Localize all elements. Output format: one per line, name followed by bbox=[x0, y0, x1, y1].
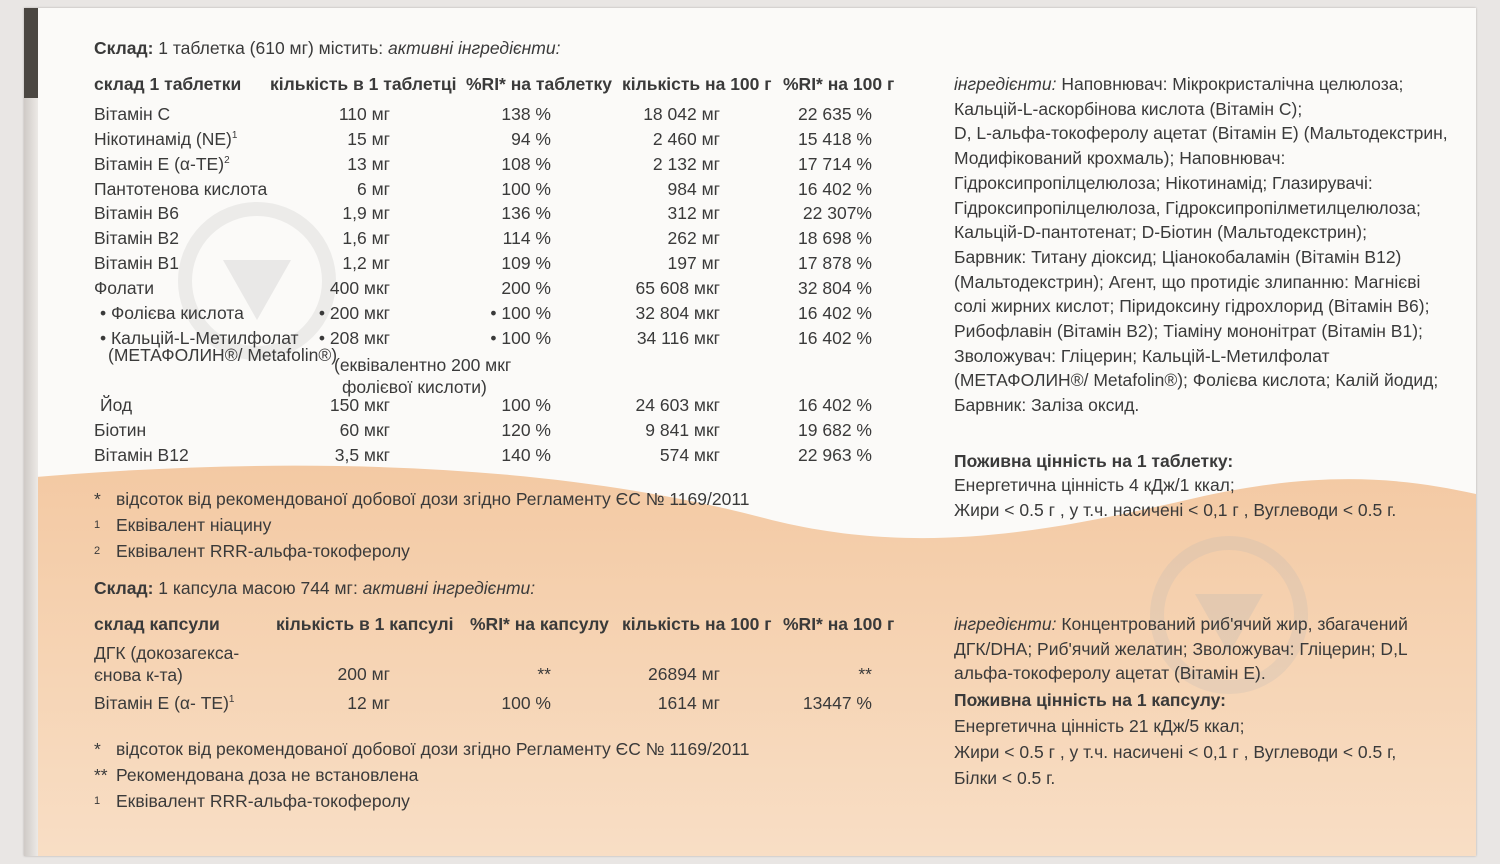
cell-ri100: 18 698 % bbox=[798, 228, 872, 249]
cell-per100: 18 042 мг bbox=[643, 104, 720, 124]
metafolin-note: (МЕТАФОЛИН®/ Metafolin®) bbox=[108, 345, 338, 365]
footnote: * відсоток від рекомендованої добової дози згідно Регламенту ЄС № 1169/2011 bbox=[94, 489, 750, 509]
cell-amount: 400 мкг bbox=[329, 277, 390, 298]
capsule-header-col-4: кількість на 100 г bbox=[622, 614, 772, 634]
cell-name: • Фолієва кислота bbox=[100, 302, 244, 323]
cell-ri100: 15 418 % bbox=[798, 128, 872, 149]
cell-ri100: 16 402 % bbox=[798, 327, 872, 348]
cell-ri: 120 % bbox=[501, 420, 551, 440]
cell-amount: 200 мг bbox=[337, 664, 390, 684]
capsule-header-col-3: %RI* на капсулу bbox=[470, 614, 609, 634]
ingredients-line: Наповнювач: Мікрокристалічна целюлоза; bbox=[1056, 74, 1404, 94]
footnote: 2 Еквівалент RRR-альфа-токоферолу bbox=[94, 541, 410, 561]
cell-ri100: 22 963 % bbox=[798, 445, 872, 465]
tablet-nutrition-title: Поживна цінність на 1 таблетку: bbox=[954, 451, 1234, 471]
ingredients-label: інгредієнти: bbox=[954, 614, 1057, 634]
table-row bbox=[24, 445, 924, 470]
table-row bbox=[24, 129, 924, 154]
table-row bbox=[24, 179, 924, 204]
cell-ri: 100 % bbox=[501, 395, 551, 415]
tablet-header-col-1: склад 1 таблетки bbox=[94, 74, 242, 94]
cell-name: Нікотинамід (NE)$^1$ bbox=[94, 128, 238, 149]
ingredients-line: Концентрований риб'ячий жир, збагачений bbox=[1056, 614, 1408, 634]
cell-name: Вітамін В12 bbox=[94, 445, 189, 465]
package-panel bbox=[24, 8, 1476, 856]
cell-per100: 65 608 мкг bbox=[635, 277, 720, 298]
cell-name: Вітамін Е (α- ТЕ)$^1$ bbox=[94, 693, 235, 713]
cell-per100: 262 мг bbox=[667, 228, 720, 249]
cell-name: Фолати bbox=[94, 277, 155, 298]
ingredients-line: Кальцій-D-пантотенат; D-Біотин (Мальтодекстрин); bbox=[954, 222, 1367, 243]
cell-per100: 24 603 мкг bbox=[635, 395, 720, 415]
tablet-section-title: Склад: 1 таблетка (610 мг) містить: активні інгредієнти: bbox=[94, 38, 561, 58]
capsule-header-col-5: %RI* на 100 г bbox=[783, 614, 895, 634]
cell-per100: 197 мг bbox=[667, 253, 720, 274]
cell-ri100: 16 402 % bbox=[798, 395, 872, 415]
footnote: ** Рекомендована доза не встановлена bbox=[94, 765, 419, 785]
cell-ri: • 100 % bbox=[490, 327, 551, 348]
cell-amount: • 208 мкг bbox=[318, 327, 390, 348]
capsule-row-dha bbox=[24, 664, 924, 689]
cell-ri: 94 % bbox=[511, 128, 551, 149]
ingredients-line: Барвник: Титану діоксид; Ціанокобаламін (Вітамін В12) bbox=[954, 246, 1402, 267]
ingredients-line: (МЕТАФОЛИН®/ Metafolin®); Фолієва кислота; Калій йодид; bbox=[954, 370, 1439, 391]
cell-ri100: ** bbox=[858, 664, 872, 684]
ingredients-line: альфа-токоферолу ацетат (Вітамін Е). bbox=[954, 663, 1266, 684]
table-row bbox=[24, 395, 924, 420]
cell-name: Вітамін В2 bbox=[94, 228, 179, 249]
cell-name: Вітамін В1 bbox=[94, 253, 179, 274]
cell-per100: 2 132 мг bbox=[652, 153, 720, 174]
ingredients-line: D, L-альфа-токоферолу ацетат (Вітамін Е) (Мальтодекстрин, bbox=[954, 123, 1448, 144]
cell-ri: • 100 % bbox=[490, 302, 551, 323]
ingredients-line: Гідроксипропілцелюлоза; Нікотинамід; Глазирувачі: bbox=[954, 172, 1373, 193]
table-row bbox=[24, 253, 924, 278]
tablet-header-col-5: %RI* на 100 г bbox=[783, 74, 895, 94]
table-row bbox=[24, 303, 924, 328]
capsule-ingredients bbox=[954, 612, 1408, 686]
table-row bbox=[24, 278, 924, 303]
cell-ri: 109 % bbox=[501, 253, 551, 274]
cell-ri100: 22 307% bbox=[802, 203, 872, 224]
cell-per100: 34 116 мкг bbox=[636, 327, 720, 348]
cell-amount: 150 мкг bbox=[329, 395, 390, 415]
cell-amount: 6 мг bbox=[356, 178, 390, 199]
cell-ri: 100 % bbox=[501, 178, 551, 199]
ingredients-line: (Мальтодекстрин); Агент, що протидіє злипанню: Магнієві bbox=[954, 271, 1421, 292]
footnote: * відсоток від рекомендованої добової дози згідно Регламенту ЄС № 1169/2011 bbox=[94, 739, 750, 759]
cell-amount: 15 мг bbox=[347, 128, 390, 149]
cell-per100: 26894 мг bbox=[648, 664, 720, 684]
capsule-header-col-1: склад капсули bbox=[94, 614, 220, 634]
cell-ri100: 16 402 % bbox=[798, 178, 872, 199]
cell-per100: 9 841 мкг bbox=[645, 420, 720, 440]
cell-per100: 1614 мг bbox=[657, 693, 720, 713]
cell-ri: 108 % bbox=[501, 153, 551, 174]
cell-name: Вітамін В6 bbox=[94, 203, 179, 224]
cell-ri: 114 % bbox=[502, 228, 551, 249]
capsule-nutrition-title: Поживна цінність на 1 капсулу: bbox=[954, 690, 1226, 710]
cell-ri100: 22 635 % bbox=[798, 104, 872, 124]
cell-name: Біотин bbox=[94, 420, 147, 440]
table-row bbox=[24, 154, 924, 179]
tablet-header-col-4: кількість на 100 г bbox=[622, 74, 772, 94]
cell-amount: 60 мкг bbox=[339, 420, 390, 440]
cell-ri100: 16 402 % bbox=[798, 302, 872, 323]
capsule-row-vitamin-e bbox=[24, 693, 924, 718]
table-row bbox=[24, 104, 924, 129]
cell-ri: 100 % bbox=[501, 693, 551, 713]
ingredients-line: Рибофлавін (Вітамін В2); Тіаміну мононітрат (Вітамін В1); bbox=[954, 321, 1423, 342]
cell-per100: 984 мг bbox=[667, 178, 720, 199]
cell-per100: 2 460 мг bbox=[652, 128, 720, 149]
equivalent-note-line-1: (еквівалентно 200 мкг bbox=[334, 355, 512, 375]
tablet-nutrition-line-1: Енергетична цінність 4 кДж/1 ккал; bbox=[954, 475, 1235, 495]
capsule-nutrition-line-2: Жири < 0.5 г , у т.ч. насичені < 0,1 г , Вуглеводи < 0.5 г, bbox=[954, 742, 1397, 762]
cell-name: Йод bbox=[100, 395, 133, 415]
cell-name: Пантотенова кислота bbox=[94, 178, 268, 199]
tablet-ingredients bbox=[954, 72, 1448, 418]
ingredients-line: Зволожувач: Гліцерин; Кальцій-L-Метилфолат bbox=[954, 345, 1330, 366]
cell-amount: 13 мг bbox=[347, 153, 390, 174]
cell-ri: 200 % bbox=[501, 277, 551, 298]
footnote: 1 Еквівалент ніацину bbox=[94, 515, 272, 535]
cell-per100: 32 804 мкг bbox=[635, 302, 720, 323]
cell-amount: • 200 мкг bbox=[318, 302, 390, 323]
ingredients-line: Кальцій-L-аскорбінова кислота (Вітамін С); bbox=[954, 98, 1303, 119]
capsule-dha-name-line-1: ДГК (докозагекса- bbox=[94, 643, 240, 663]
cell-name: • Кальцій-L-Метилфолат bbox=[100, 327, 299, 348]
ingredients-line: Модифікований крохмаль); Наповнювач: bbox=[954, 148, 1286, 169]
ingredients-line: Гідроксипропілцелюлоза, Гідроксипропілметилцелюлоза; bbox=[954, 197, 1421, 218]
table-row bbox=[24, 203, 924, 228]
cell-name: Вітамін С bbox=[94, 104, 171, 124]
capsule-dha-name-line-2: єнова к-та) bbox=[94, 665, 183, 685]
tablet-header-col-2: кількість в 1 таблетці bbox=[270, 74, 457, 94]
cell-ri: 140 % bbox=[501, 445, 551, 465]
cell-ri100: 13447 % bbox=[802, 693, 872, 713]
capsule-header-col-2: кількість в 1 капсулі bbox=[276, 614, 454, 634]
cell-ri100: 32 804 % bbox=[798, 277, 872, 298]
cell-amount: 3,5 мкг bbox=[334, 445, 390, 465]
footnote: 1 Еквівалент RRR-альфа-токоферолу bbox=[94, 791, 410, 811]
cell-amount: 1,6 мг bbox=[342, 228, 390, 249]
cell-ri100: 17 714 % bbox=[798, 153, 872, 174]
capsule-nutrition-line-3: Білки < 0.5 г. bbox=[954, 768, 1056, 788]
cell-ri: 136 % bbox=[501, 203, 551, 224]
cell-per100: 312 мг bbox=[667, 203, 720, 224]
cell-amount: 12 мг bbox=[347, 693, 390, 713]
ingredients-label: інгредієнти: bbox=[954, 74, 1057, 94]
table-row bbox=[24, 228, 924, 253]
ingredients-line: солі жирних кислот; Піридоксину гідрохлорид (Вітамін В6); bbox=[954, 296, 1430, 317]
ingredients-line: Барвник: Заліза оксид. bbox=[954, 395, 1140, 416]
cell-amount: 1,9 мг bbox=[342, 203, 390, 224]
tablet-nutrition-line-2: Жири < 0.5 г , у т.ч. насичені < 0,1 г , Вуглеводи < 0.5 г. bbox=[954, 500, 1397, 520]
tablet-header-col-3: %RI* на таблетку bbox=[466, 74, 613, 94]
cell-ri100: 19 682 % bbox=[798, 420, 872, 440]
cell-ri: ** bbox=[537, 664, 551, 684]
cell-amount: 1,2 мг bbox=[342, 253, 390, 274]
cell-per100: 574 мкг bbox=[659, 445, 720, 465]
capsule-section-title: Склад: 1 капсула масою 744 мг: активні інгредієнти: bbox=[94, 578, 536, 598]
ingredients-line: ДГК/DHA; Риб'ячий желатин; Зволожувач: Гліцерин; D,L bbox=[954, 638, 1408, 659]
table-row bbox=[24, 420, 924, 445]
cell-ri: 138 % bbox=[501, 104, 551, 124]
equivalent-note-line-2: фолієвої кислоти) bbox=[342, 377, 487, 397]
cell-ri100: 17 878 % bbox=[798, 253, 872, 274]
cell-amount: 110 мг bbox=[338, 104, 390, 124]
cell-name: Вітамін Е $(\alpha-ТЕ)^2$ bbox=[94, 153, 230, 174]
capsule-nutrition-line-1: Енергетична цінність 21 кДж/5 ккал; bbox=[954, 716, 1245, 736]
